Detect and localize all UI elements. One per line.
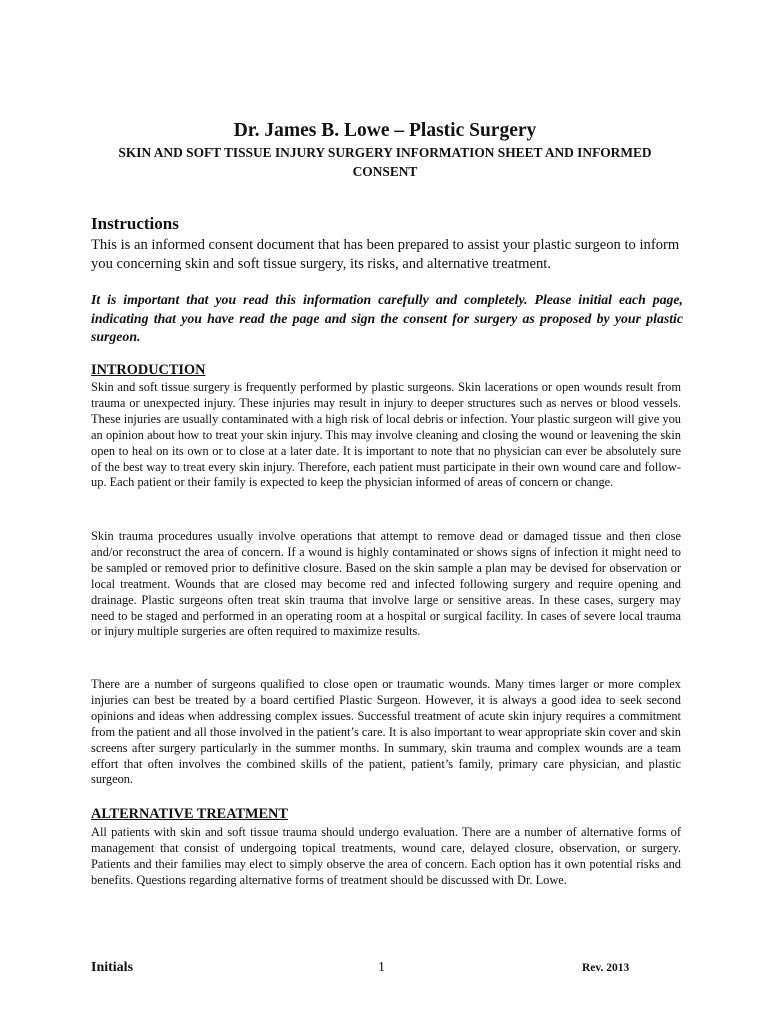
document-subtitle: SKIN AND SOFT TISSUE INJURY SURGERY INFORMATION SHEET AND INFORMED CONSENT [118, 145, 652, 179]
page-number: 1 [378, 960, 385, 975]
introduction-paragraph-1: Skin and soft tissue surgery is frequently performed by plastic surgeons. Skin lacerations or open wounds result from trauma or unexpected injury. These injuries may result in injury to deeper structures such as nerves or blood vessels. These injuries are usually contaminated with a high risk of local debris or infection. Your plastic surgeon will give you an opinion about how to treat your skin injury. This may involve cleaning and closing the wound or leavening the skin open to heal on its own or to close at a later date. It is important to note that no physician can ever be absolutely sure of the best way to treat every skin injury. Therefore, each patient must participate in their own wound care and follow-up. Each patient or their family is expected to keep the physician informed of areas of concern or change. [91, 380, 681, 490]
alternative-treatment-heading: ALTERNATIVE TREATMENT [91, 806, 288, 822]
important-notice: It is important that you read this information carefully and completely. Please initial each page, indicating that you have read the page and sign the consent for surgery as proposed by your plastic surgeon. [91, 292, 683, 344]
document-title: Dr. James B. Lowe – Plastic Surgery [233, 120, 537, 141]
introduction-heading: INTRODUCTION [91, 362, 206, 378]
alternative-treatment-text: All patients with skin and soft tissue trauma should undergo evaluation. There are a number of alternative forms of management that consist of undergoing topical treatments, wound care, delayed closure, observation, or surgery. Patients and their families may elect to simply observe the area of concern. Each option has it own potential risks and benefits. Questions regarding alternative forms of treatment should be discussed with Dr. Lowe. [91, 825, 681, 887]
initials-label: Initials [91, 960, 134, 975]
instructions-text: This is an informed consent document that has been prepared to assist your plastic surgeon to inform you concerning skin and soft tissue surgery, its risks, and alternative treatment. [91, 237, 680, 272]
revision-label: Rev. 2013 [582, 962, 630, 974]
introduction-paragraph-2: Skin trauma procedures usually involve operations that attempt to remove dead or damaged tissue and then close and/or reconstruct the area of concern. If a wound is highly contaminated or shows signs of infection it might need to be sampled or removed prior to definitive closure. Based on the skin sample a plan may be devised for observation or local treatment. Wounds that are closed may become red and infected following surgery and require opening and drainage. Plastic surgeons often treat skin trauma that involve large or sensitive areas. In these cases, surgery may need to be staged and performed in an operating room at a hospital or surgical facility. In cases of severe local trauma or injury multiple surgeries are often required to maximize results. [91, 529, 681, 639]
introduction-paragraph-3: There are a number of surgeons qualified to close open or traumatic wounds. Many times larger or more complex injuries can best be treated by a board certified Plastic Surgeon. However, it is always a good idea to seek second opinions and ideas when addressing complex issues. Successful treatment of acute skin injury requires a commitment from the patient and all those involved in the patient’s care. It is also important to wear appropriate skin cover and skin screens after surgery particularly in the summer months. In summary, skin trauma and complex wounds are a team effort that often involves the combined skills of the patient, patient’s family, primary care physician, and plastic surgeon. [91, 677, 681, 787]
instructions-heading: Instructions [91, 214, 179, 233]
